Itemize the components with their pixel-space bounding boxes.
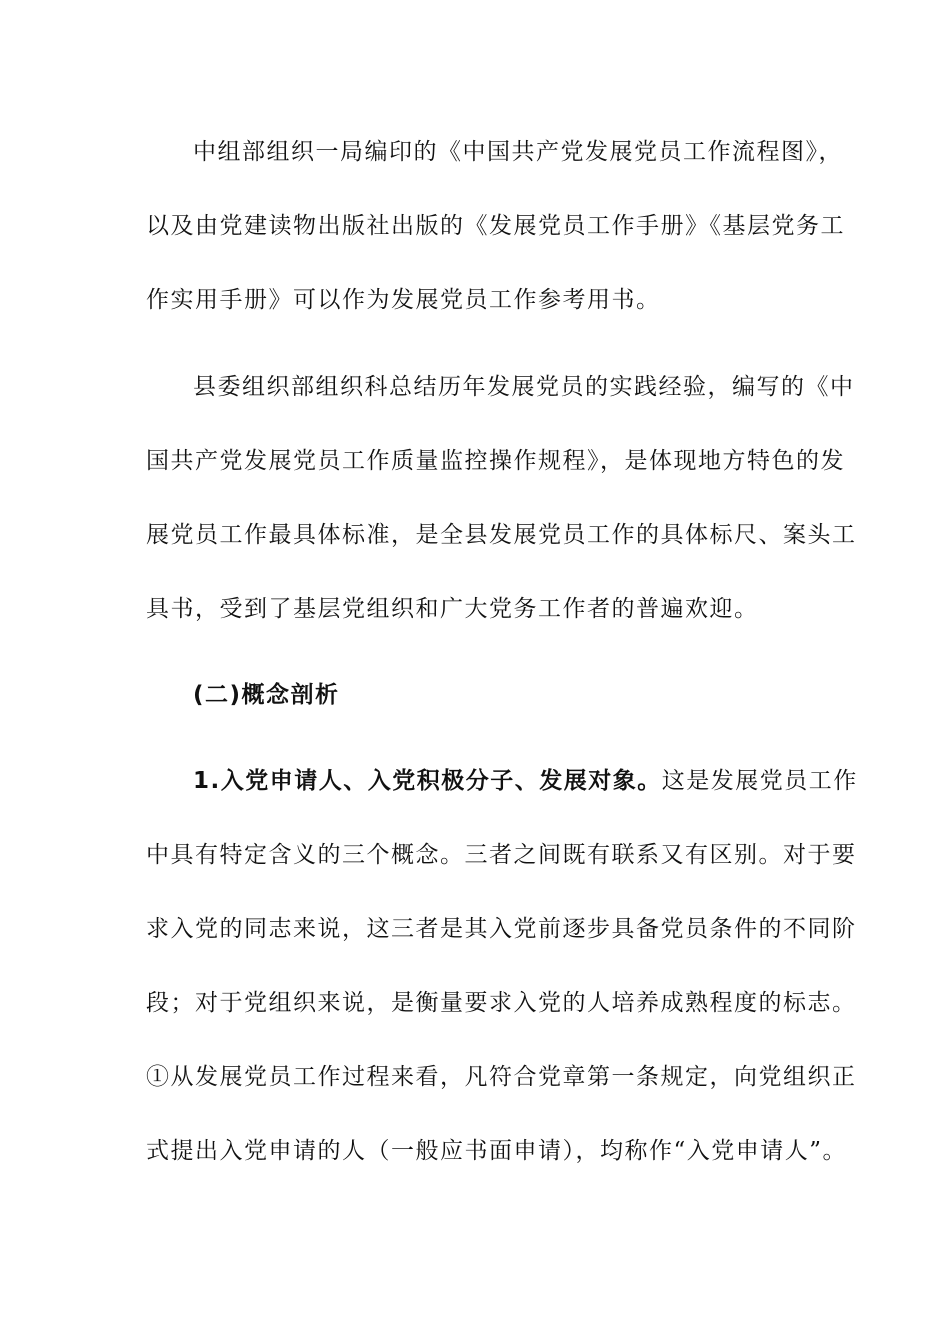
paragraph-2-line-1: 县委组织部组织科总结历年发展党员的实践经验，编写的《中 <box>193 374 855 400</box>
paragraph-3-line-1 <box>193 766 858 796</box>
paragraph-3-line-2: 中具有特定含义的三个概念。三者之间既有联系又有区别。对于要 <box>146 842 857 868</box>
paragraph-1-line-1: 中组部组织一局编印的《中国共产党发展党员工作流程图》， <box>193 139 843 165</box>
section-heading: (二)概念剖析 <box>193 682 340 708</box>
paragraph-1-line-2: 以及由党建读物出版社出版的《发展党员工作手册》《基层党务工 <box>146 213 845 239</box>
paragraph-3-line-5: ①从发展党员工作过程来看，凡符合党章第一条规定，向党组织正 <box>146 1064 857 1090</box>
paragraph-3-line-3: 求入党的同志来说，这三者是其入党前逐步具备党员条件的不同阶 <box>146 916 857 942</box>
term-lead-bold: 1.入党申请人、入党积极分子、发展对象。 <box>193 768 662 794</box>
paragraph-3-line-6: 式提出入党申请的人（一般应书面申请），均称作“入党申请人”。 <box>146 1138 848 1164</box>
paragraph-1-line-3: 作实用手册》可以作为发展党员工作参考用书。 <box>146 287 661 313</box>
paragraph-3-line-4: 段；对于党组织来说，是衡量要求入党的人培养成熟程度的标志。 <box>146 990 857 1016</box>
paragraph-2-line-2: 国共产党发展党员工作质量监控操作规程》，是体现地方特色的发 <box>146 448 845 474</box>
paragraph-2-line-3: 展党员工作最具体标准，是全县发展党员工作的具体标尺、案头工 <box>146 522 857 548</box>
paragraph-2-line-4: 具书，受到了基层党组织和广大党务工作者的普遍欢迎。 <box>146 596 759 622</box>
term-lead-rest: 这是发展党员工作 <box>661 768 858 794</box>
